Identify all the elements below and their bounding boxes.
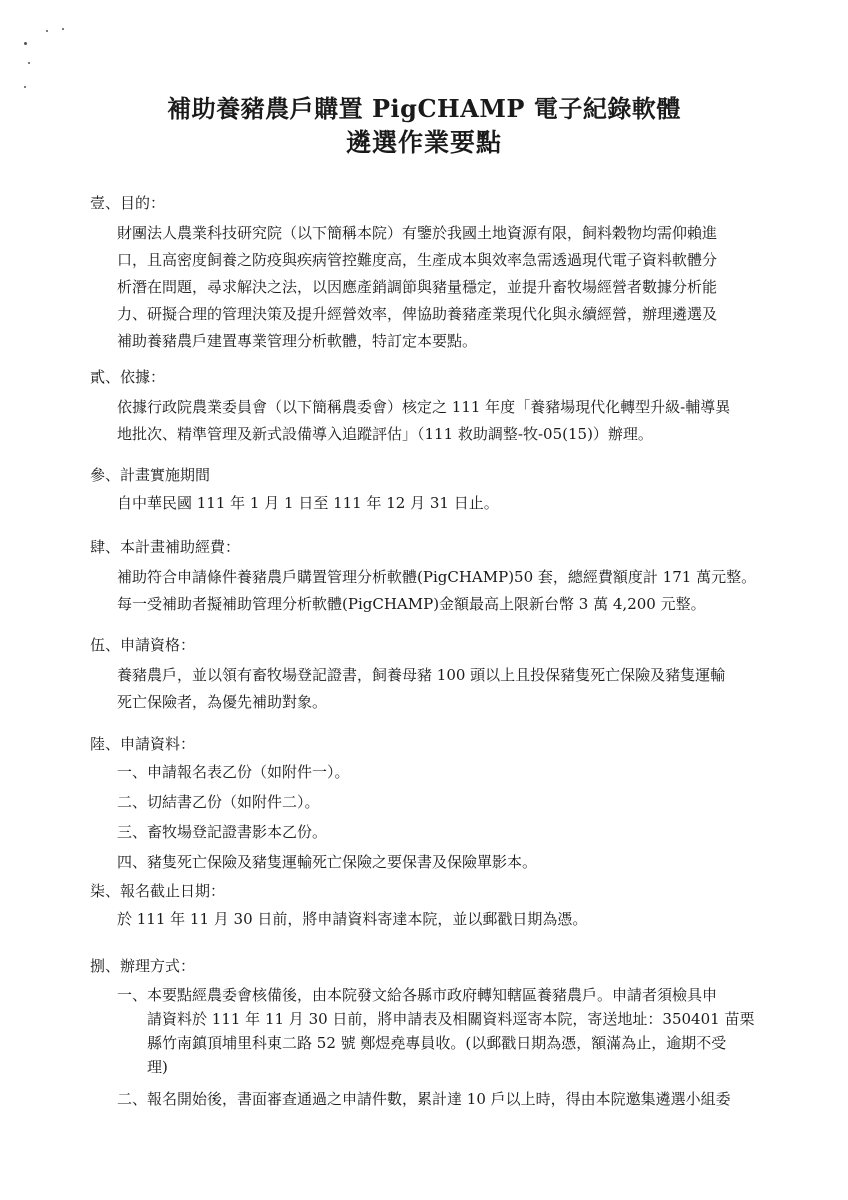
body-line: 縣竹南鎮頂埔里科東二路 52 號 鄭煜堯專員收。(以郵戳日期為憑，額滿為止，逾期不受 bbox=[147, 1034, 727, 1052]
list-item: 一、申請報名表乙份（如附件一）。 bbox=[117, 763, 350, 781]
documents-list bbox=[90, 761, 790, 873]
body-line: 每一受補助者擬補助管理分析軟體(PigCHAMP)金額最高上限新台幣 3 萬 4,200 元整。 bbox=[117, 595, 706, 613]
body-line: 口，且高密度飼養之防疫與疾病管控難度高，生產成本與效率急需透過現代電子資料軟體分 bbox=[117, 251, 718, 269]
section-application-documents bbox=[90, 733, 790, 881]
section-heading: 壹、目的： bbox=[90, 194, 166, 212]
procedure-item bbox=[117, 1087, 790, 1111]
section-heading: 柒、報名截止日期： bbox=[90, 882, 226, 900]
scan-speck bbox=[24, 42, 27, 45]
body-line: 地批次、精準管理及新式設備導入追蹤評估」（111 救助調整-牧-05(15)）辦理。 bbox=[117, 425, 653, 443]
section-period bbox=[90, 464, 790, 514]
section-eligibility bbox=[90, 634, 790, 716]
list-item: 二、切結書乙份（如附件二）。 bbox=[117, 793, 320, 811]
item-text bbox=[147, 983, 790, 1079]
scan-speck bbox=[28, 62, 30, 64]
section-body bbox=[90, 908, 790, 930]
section-heading: 貳、依據： bbox=[90, 368, 166, 386]
section-heading: 陸、申請資料： bbox=[90, 735, 196, 753]
section-deadline bbox=[90, 880, 790, 930]
item-number: 一、 bbox=[117, 986, 148, 1004]
section-body bbox=[90, 394, 790, 448]
section-body bbox=[90, 492, 790, 514]
body-line: 力、研擬合理的管理決策及提升經營效率，俾協助養豬產業現代化與永續經營，辦理遴選及 bbox=[117, 305, 718, 323]
section-funding bbox=[90, 536, 790, 618]
procedure-list bbox=[90, 983, 790, 1111]
section-procedure bbox=[90, 955, 790, 1111]
body-line: 報名開始後，書面審查通過之申請件數，累計達 10 戶以上時，得由本院邀集遴選小組委 bbox=[147, 1090, 731, 1108]
body-line: 財團法人農業科技研究院（以下簡稱本院）有鑒於我國土地資源有限，飼料穀物均需仰賴進 bbox=[117, 224, 718, 242]
body-line: 補助符合申請條件養豬農戶購置管理分析軟體(PigCHAMP)50 套，總經費額度計 171 萬元整。 bbox=[117, 568, 757, 586]
item-text bbox=[147, 1087, 790, 1111]
scan-speck bbox=[46, 30, 48, 32]
body-line: 請資料於 111 年 11 月 30 日前，將申請表及相關資料逕寄本院，寄送地址：350401 苗栗 bbox=[147, 1010, 755, 1028]
document-title bbox=[0, 92, 848, 160]
section-heading: 參、計畫實施期間 bbox=[90, 466, 211, 484]
section-heading: 捌、辦理方式： bbox=[90, 957, 196, 975]
body-line: 依據行政院農業委員會（以下簡稱農委會）核定之 111 年度「養豬場現代化轉型升級-輔導異 bbox=[117, 398, 731, 416]
scan-speck bbox=[62, 28, 64, 30]
body-line: 養豬農戶，並以領有畜牧場登記證書，飼養母豬 100 頭以上且投保豬隻死亡保險及豬隻運輸 bbox=[117, 666, 726, 684]
body-line: 死亡保險者，為優先補助對象。 bbox=[117, 693, 328, 711]
section-purpose bbox=[90, 192, 790, 355]
section-body bbox=[90, 220, 790, 355]
body-line: 自中華民國 111 年 1 月 1 日至 111 年 12 月 31 日止。 bbox=[117, 494, 499, 512]
title-line-2: 遴選作業要點 bbox=[345, 128, 502, 157]
section-basis bbox=[90, 366, 790, 448]
section-heading: 肆、本計畫補助經費： bbox=[90, 538, 241, 556]
procedure-item bbox=[117, 983, 790, 1079]
body-line: 於 111 年 11 月 30 日前，將申請資料寄達本院，並以郵戳日期為憑。 bbox=[117, 910, 588, 928]
body-line: 析潛在問題，尋求解決之法，以因應產銷調節與豬量穩定，並提升畜牧場經營者數據分析能 bbox=[117, 278, 718, 296]
item-number: 二、 bbox=[117, 1090, 148, 1108]
body-line: 補助養豬農戶建置專業管理分析軟體，特訂定本要點。 bbox=[117, 332, 478, 350]
scan-speck bbox=[24, 86, 26, 88]
list-item: 四、豬隻死亡保險及豬隻運輸死亡保險之要保書及保險單影本。 bbox=[117, 853, 538, 871]
body-line: 理) bbox=[147, 1058, 168, 1076]
section-body bbox=[90, 564, 790, 618]
section-body bbox=[90, 662, 790, 716]
section-heading: 伍、申請資格： bbox=[90, 636, 196, 654]
title-line-1: 補助養豬農戶購置 PigCHAMP 電子紀錄軟體 bbox=[167, 94, 681, 123]
list-item: 三、畜牧場登記證書影本乙份。 bbox=[117, 823, 328, 841]
body-line: 本要點經農委會核備後，由本院發文給各縣市政府轉知轄區養豬農戶。申請者須檢具申 bbox=[147, 986, 718, 1004]
